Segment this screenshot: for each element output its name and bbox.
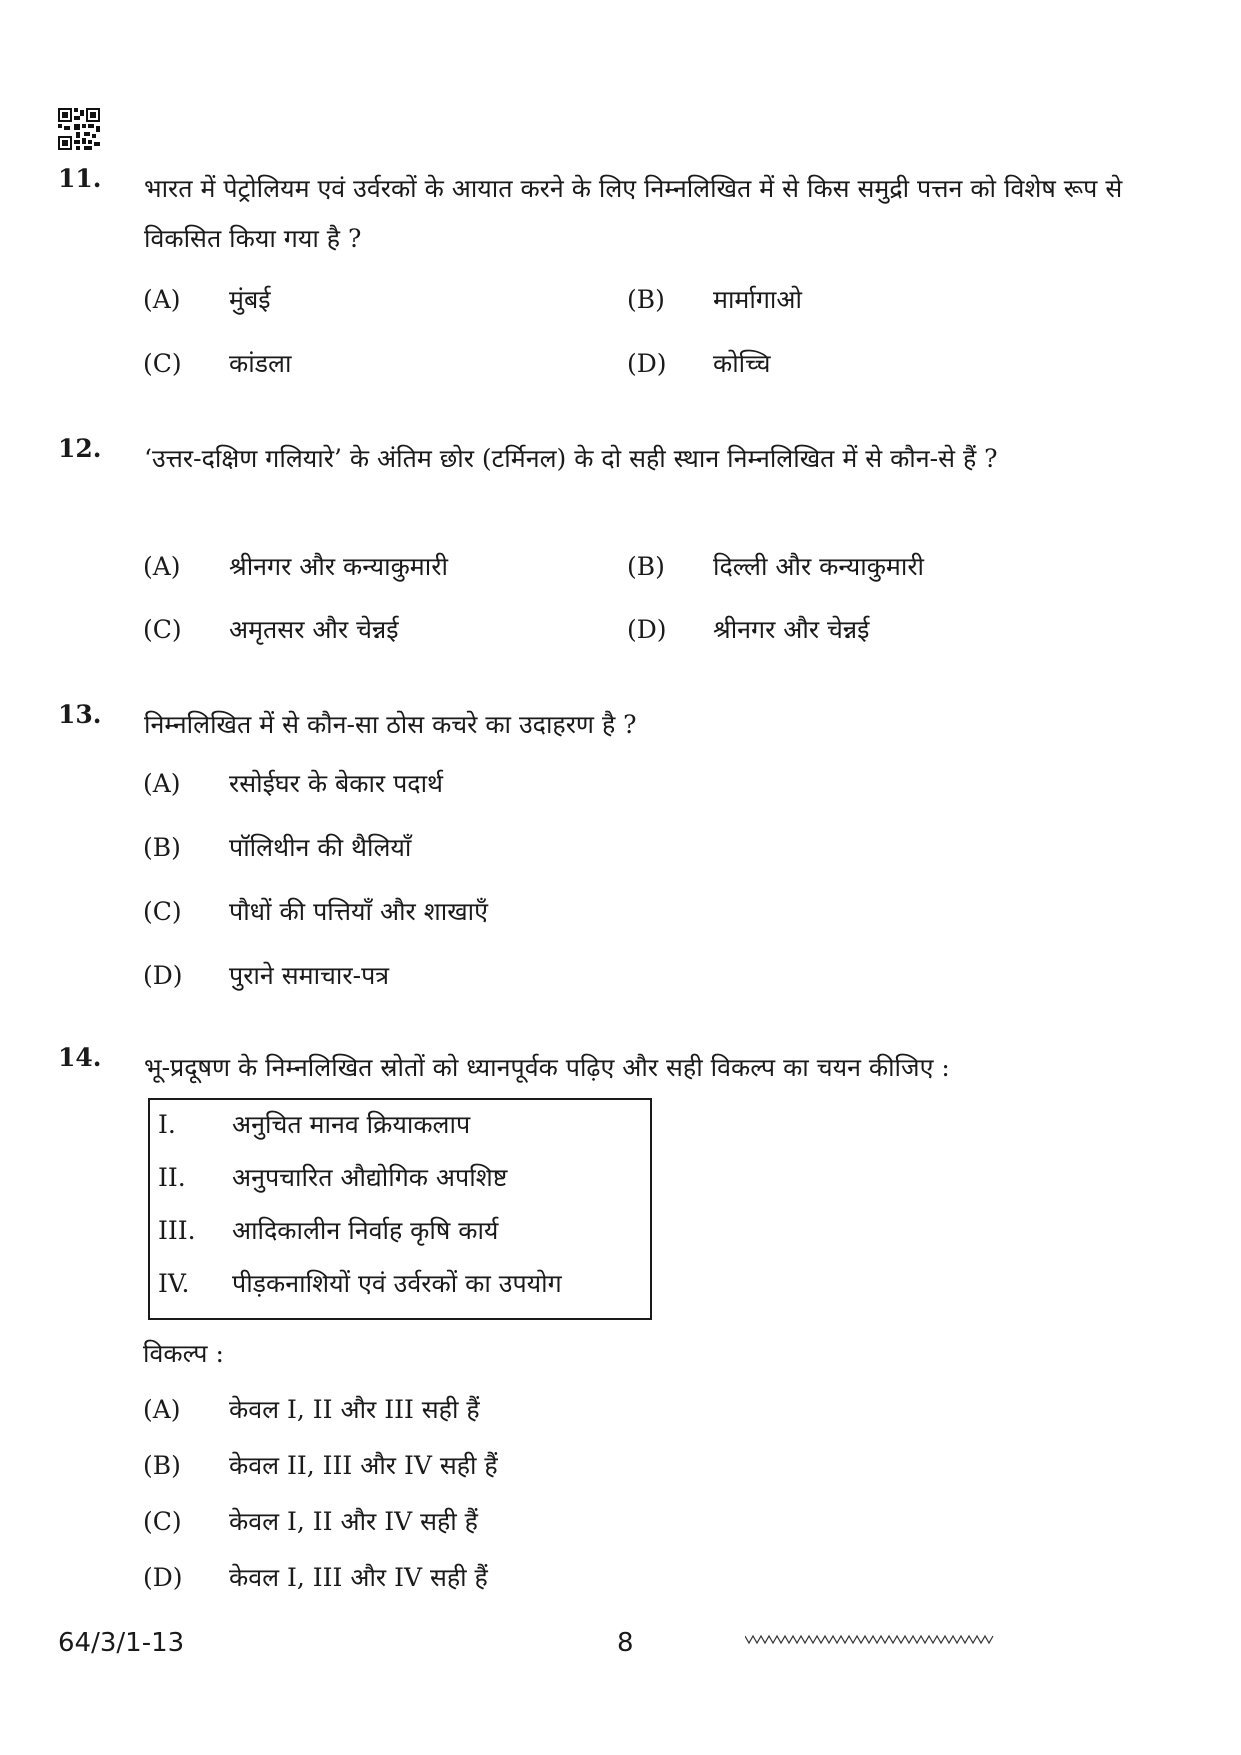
option-label: (C)	[143, 1507, 182, 1536]
option-d	[627, 612, 869, 648]
option-b	[143, 830, 411, 866]
option-c	[143, 1504, 478, 1540]
statements-box	[148, 1098, 652, 1320]
option-text: श्रीनगर और कन्याकुमारी	[229, 552, 448, 581]
option-label: (D)	[143, 1563, 183, 1592]
option-a	[143, 549, 448, 585]
option-label: (B)	[143, 1451, 181, 1480]
option-label: (B)	[627, 285, 665, 314]
option-label: (A)	[143, 552, 181, 581]
option-text: पॉलिथीन की थैलियाँ	[229, 833, 412, 862]
statement-4	[158, 1266, 562, 1302]
statement-text: पीड़कनाशियों एवं उर्वरकों का उपयोग	[232, 1269, 562, 1298]
option-label: (C)	[143, 897, 182, 926]
page-number: 8	[617, 1628, 634, 1658]
wavy-line-decoration	[745, 1632, 995, 1646]
statement-label: II.	[158, 1163, 186, 1192]
statement-3	[158, 1213, 498, 1249]
option-label: (A)	[143, 285, 181, 314]
statement-text: आदिकालीन निर्वाह कृषि कार्य	[232, 1216, 499, 1245]
question-11	[58, 164, 1178, 264]
question-number: 13.	[58, 700, 102, 729]
question-14	[58, 1043, 1178, 1093]
option-label: (D)	[627, 615, 667, 644]
question-13	[58, 700, 1178, 750]
option-text: पुराने समाचार-पत्र	[229, 961, 390, 990]
option-label: (A)	[143, 769, 181, 798]
option-text: श्रीनगर और चेन्नई	[713, 615, 870, 644]
choices-heading: विकल्प :	[143, 1339, 224, 1368]
option-text: कांडला	[229, 349, 292, 378]
statement-2	[158, 1160, 507, 1196]
question-text: निम्नलिखित में से कौन-सा ठोस कचरे का उदाहरण है ?	[144, 710, 637, 739]
option-label: (D)	[627, 349, 667, 378]
option-label: (D)	[143, 961, 183, 990]
statement-text: अनुपचारित औद्योगिक अपशिष्ट	[232, 1163, 508, 1192]
question-number: 11.	[58, 164, 102, 193]
statement-label: IV.	[158, 1269, 190, 1298]
question-12	[58, 434, 1178, 484]
option-a	[143, 766, 443, 802]
question-number: 12.	[58, 434, 102, 463]
option-text: केवल I, II और IV सही हैं	[229, 1507, 478, 1536]
option-label: (A)	[143, 1395, 181, 1424]
option-text: मार्मागाओ	[713, 285, 802, 314]
option-label: (C)	[143, 349, 182, 378]
option-d	[627, 346, 770, 382]
question-text: ‘उत्तर-दक्षिण गलियारे’ के अंतिम छोर (टर्मिनल) के दो सही स्थान निम्नलिखित में से कौन-से हैं ?	[144, 444, 998, 473]
option-c	[143, 894, 488, 930]
question-text: भारत में पेट्रोलियम एवं उर्वरकों के आयात करने के लिए निम्नलिखित में से किस समुद्री पत्तन को विशेष रूप से विकसित किया गया है ?	[144, 174, 1123, 253]
option-text: केवल I, III और IV सही हैं	[229, 1563, 488, 1592]
option-text: दिल्ली और कन्याकुमारी	[713, 552, 925, 581]
option-d	[143, 1560, 488, 1596]
option-d	[143, 958, 389, 994]
option-text: केवल I, II और III सही हैं	[229, 1395, 480, 1424]
option-b	[627, 549, 924, 585]
option-label: (B)	[627, 552, 665, 581]
option-text: पौधों की पत्तियाँ और शाखाएँ	[229, 897, 488, 926]
option-label: (B)	[143, 833, 181, 862]
statement-label: III.	[158, 1216, 196, 1245]
option-text: केवल II, III और IV सही हैं	[229, 1451, 498, 1480]
statement-text: अनुचित मानव क्रियाकलाप	[232, 1110, 471, 1139]
option-text: कोच्चि	[713, 349, 771, 378]
option-c	[143, 346, 291, 382]
option-b	[143, 1448, 498, 1484]
option-c	[143, 612, 399, 648]
option-a	[143, 1392, 480, 1428]
statement-1	[158, 1107, 470, 1143]
question-text: भू-प्रदूषण के निम्नलिखित स्रोतों को ध्यानपूर्वक पढ़िए और सही विकल्प का चयन कीजिए :	[144, 1053, 950, 1082]
option-b	[627, 282, 802, 318]
paper-code: 64/3/1-13	[58, 1628, 185, 1658]
qr-code	[58, 108, 100, 150]
option-text: मुंबई	[229, 285, 271, 314]
option-text: अमृतसर और चेन्नई	[229, 615, 399, 644]
option-label: (C)	[143, 615, 182, 644]
option-text: रसोईघर के बेकार पदार्थ	[229, 769, 444, 798]
statement-label: I.	[158, 1110, 176, 1139]
question-number: 14.	[58, 1043, 102, 1072]
option-a	[143, 282, 271, 318]
